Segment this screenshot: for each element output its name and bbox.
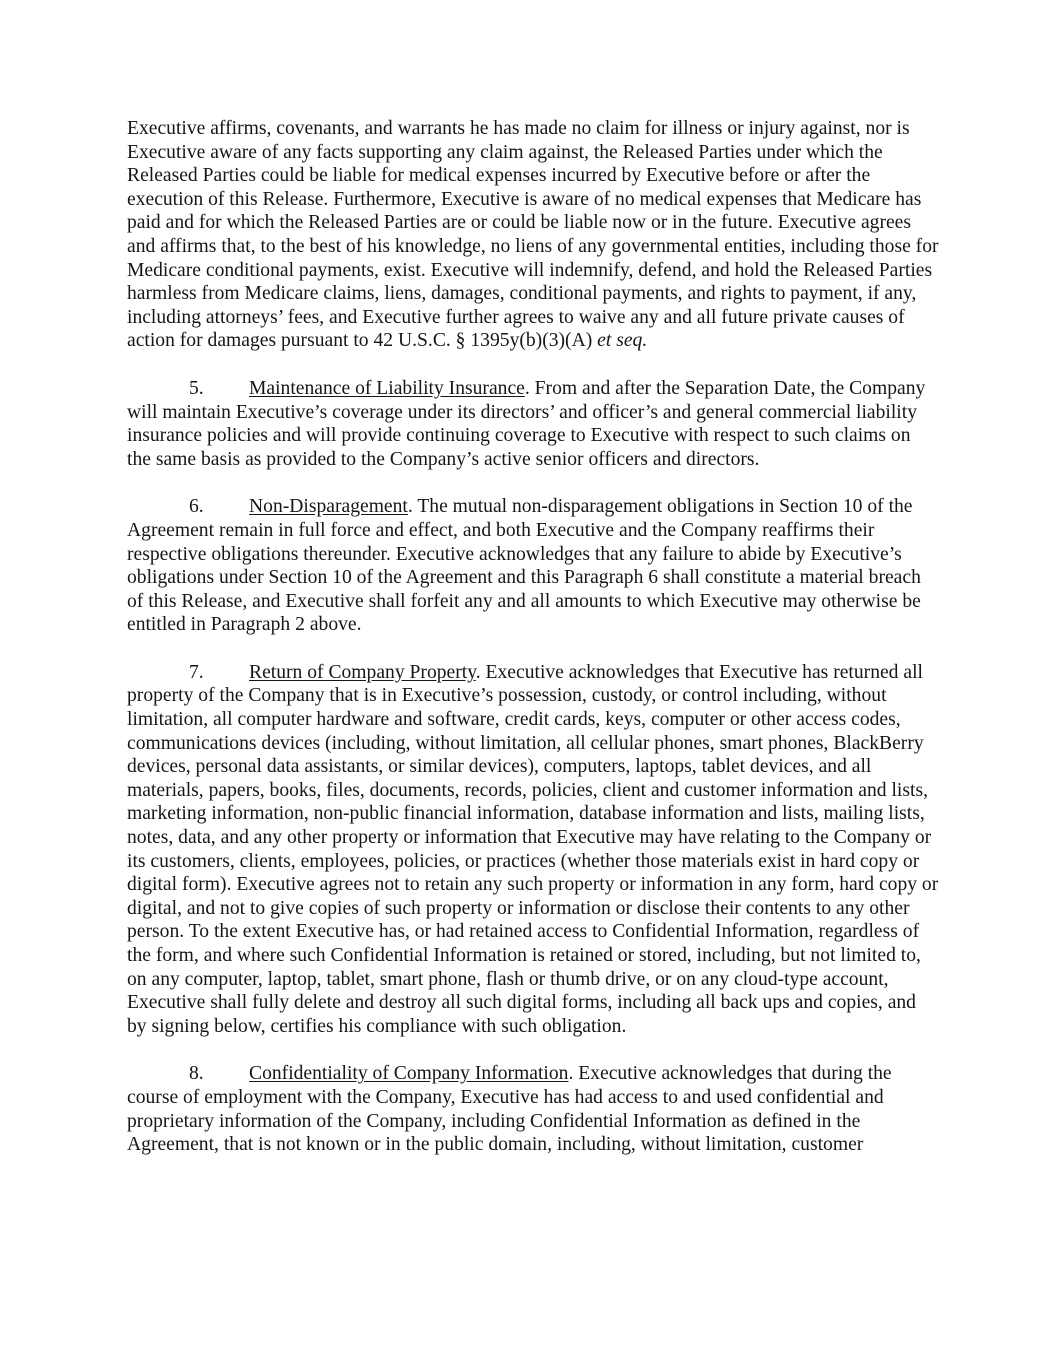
section-5-body: . From and after the Separation Date, the Company will maintain Executive’s coverage under its directors’ and officer’s and general commercial liability insurance policies and will provide continuing coverage to Executive with respect to such claims on the same basis as provided to the Company’s active senior officers and directors. <box>127 377 926 470</box>
section-5-number: 5. <box>189 377 204 399</box>
section-7-number: 7. <box>189 661 204 683</box>
intro-text: Executive affirms, covenants, and warrants he has made no claim for illness or injury against, nor is Executive aware of any facts supporting any claim against, the Released Parties under which the Released Parties could be liable for medical expenses incurred by Executive before or after the execution of this Release. Furthermore, Executive is aware of no medical expenses that Medicare has paid and for which the Released Parties are or could be liable now or in the future. Executive agrees and affirms that, to the best of his knowledge, no liens of any governmental entities, including those for Medicare conditional payments, exist. Executive will indemnify, defend, and hold the Released Parties harmless from Medicare claims, liens, damages, conditional payments, and rights to payment, if any, including attorneys’ fees, and Executive further agrees to waive any and all future private causes of action for damages pursuant to 42 U.S.C. § 1395y(b)(3)(A) <box>127 118 939 352</box>
section-6-number: 6. <box>189 496 204 518</box>
section-7-heading: Return of Company Property <box>249 661 476 683</box>
intro-paragraph <box>127 117 939 353</box>
section-8-body: . Executive acknowledges that during the course of employment with the Company, Executive has had access to and used confidential and proprietary information of the Company, including Confidential Information as defined in the Agreement, that is not known or in the public domain, including, without limitation, customer <box>127 1063 892 1156</box>
section-8-heading: Confidentiality of Company Information <box>249 1063 569 1085</box>
section-6-paragraph <box>127 495 939 637</box>
document-page <box>127 117 939 1181</box>
intro-italic-tail: et seq. <box>597 330 648 352</box>
section-6-body: . The mutual non-disparagement obligations in Section 10 of the Agreement remain in full force and effect, and both Executive and the Company reaffirms their respective obligations thereunder. Executive acknowledges that any failure to abide by Executive’s obligations under Section 10 of the Agreement and this Paragraph 6 shall constitute a material breach of this Release, and Executive shall forfeit any and all amounts to which Executive may otherwise be entitled in Paragraph 2 above. <box>127 496 921 636</box>
section-7-body: . Executive acknowledges that Executive has returned all property of the Company that is in Executive’s possession, custody, or control including, without limitation, all computer hardware and software, credit cards, keys, computer or other access codes, communications devices (including, without limitation, all cellular phones, smart phones, BlackBerry devices, personal data assistants, or similar devices), computers, laptops, tablet devices, and all materials, papers, books, files, documents, records, policies, client and customer information and lists, marketing information, non-public financial information, database information and lists, mailing lists, notes, data, and any other property or information that Executive may have relating to the Company or its customers, clients, employees, policies, or practices (whether those materials exist in hard copy or digital form). Executive agrees not to retain any such property or information in any form, hard copy or digital, and not to give copies of such property or information or disclose their contents to any other person. To the extent Executive has, or had retained access to Confidential Information, regardless of the form, and where such Confidential Information is retained or stored, including, but not limited to, on any computer, laptop, tablet, smart phone, flash or thumb drive, or on any cloud-type account, Executive shall fully delete and destroy all such digital forms, including all back ups and copies, and by signing below, certifies his compliance with such obligation. <box>127 661 939 1037</box>
section-5-heading: Maintenance of Liability Insurance <box>249 377 525 399</box>
section-8-paragraph <box>127 1062 939 1156</box>
section-5-paragraph <box>127 377 939 471</box>
section-8-number: 8. <box>189 1063 204 1085</box>
section-7-paragraph <box>127 661 939 1039</box>
section-6-heading: Non-Disparagement <box>249 496 408 518</box>
